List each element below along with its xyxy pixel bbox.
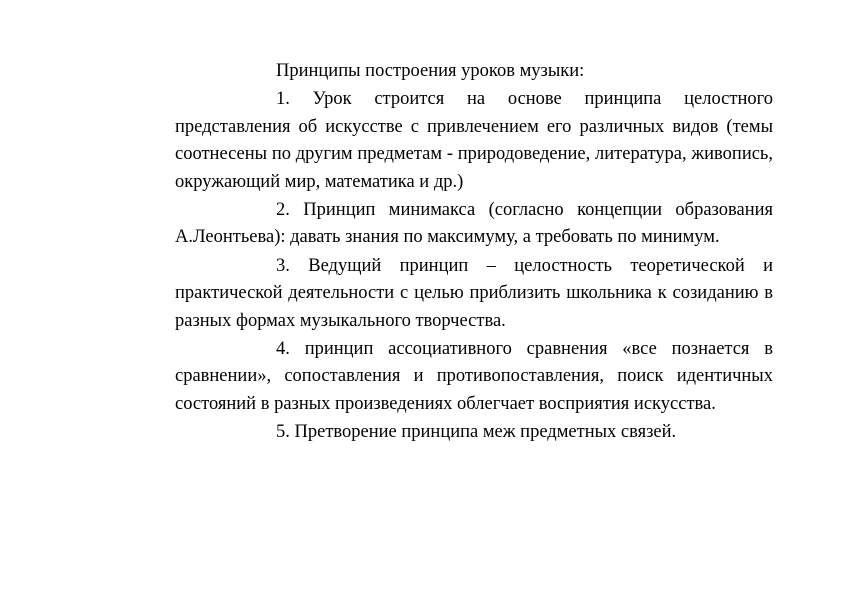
paragraph-5: 5. Претворение принципа меж предметных связей. [276, 422, 677, 443]
paragraph-1: 1. Урок строится на основе принципа целостного представления об искусстве с привлечением его различных видов (темы соотнесены по другим предметам - природоведение, литература, живопись, окружающий мир, математика и др.) [175, 89, 773, 192]
document-body [175, 58, 773, 447]
document-title: Принципы построения уроков музыки: [276, 61, 585, 81]
paragraph-3: 3. Ведущий принцип – целостность теоретической и практической деятельности с целью приблизить школьника к созиданию в разных формах музыкального творчества. [175, 255, 773, 331]
paragraph-2: 2. Принцип минимакса (согласно концепции образования А.Леонтьева): давать знания по максимуму, а требовать по минимум. [175, 200, 773, 248]
paragraph-4: 4. принцип ассоциативного сравнения «все познается в сравнении», сопоставления и противопоставления, поиск идентичных состояний в разных произведениях облегчает восприятия искусства. [175, 339, 773, 414]
